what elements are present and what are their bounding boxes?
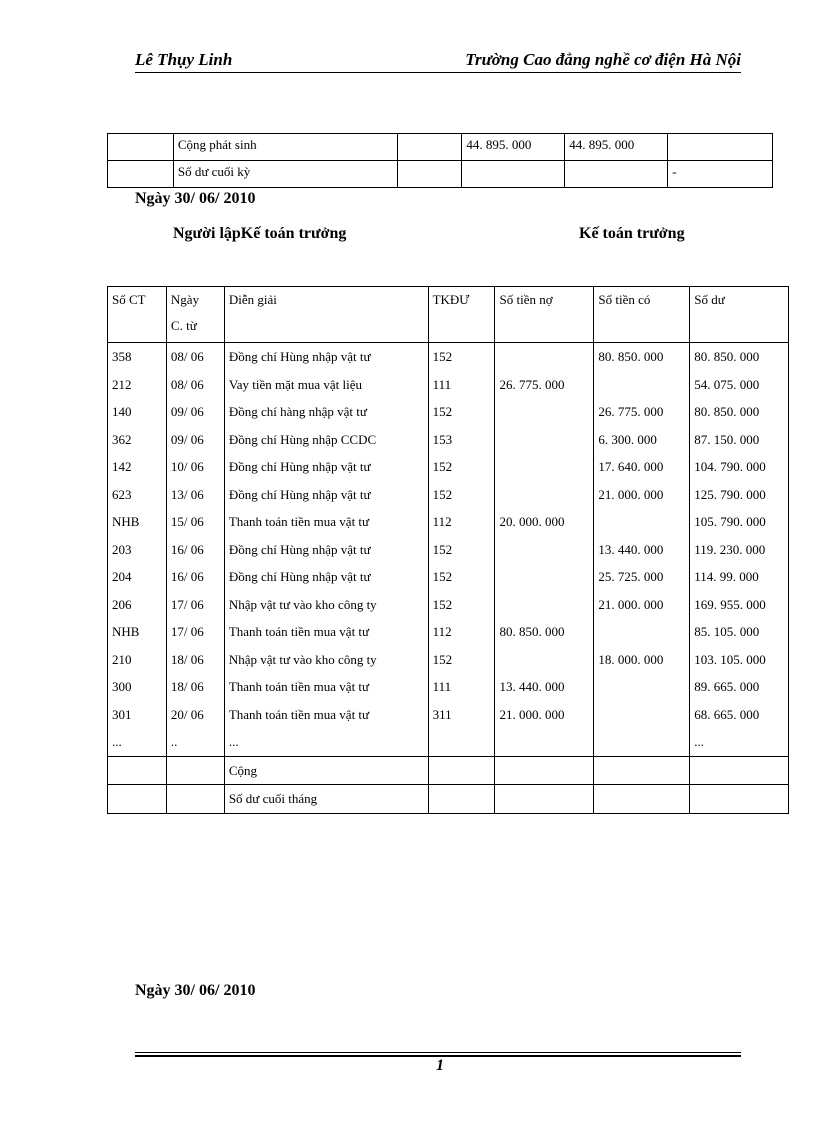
cell-so-tien-no: 21. 000. 000: [495, 701, 594, 729]
cell-tkdu: 152: [428, 343, 495, 371]
cell-so-tien-no: [495, 591, 594, 619]
ledger-row: [108, 728, 789, 756]
cell-so-tien-no: 13. 440. 000: [495, 673, 594, 701]
cell-so-tien-co: 13. 440. 000: [594, 536, 690, 564]
cell-so-du: 125. 790. 000: [690, 481, 789, 509]
cell-ngay: 18/ 06: [166, 646, 224, 674]
ledger-row: [108, 618, 789, 646]
cell-tkdu: 152: [428, 481, 495, 509]
end-balance-label: Số dư cuối tháng: [224, 785, 428, 814]
cell-so-tien-co: [594, 508, 690, 536]
summary-credit: [565, 161, 668, 188]
cell-so-ct: 212: [108, 371, 167, 399]
cell-so-ct: 358: [108, 343, 167, 371]
cell-so-du: 80. 850. 000: [690, 398, 789, 426]
cell-so-ct: 140: [108, 398, 167, 426]
cell-so-tien-co: 26. 775. 000: [594, 398, 690, 426]
cell-dien-giai: Đồng chí Hùng nhập vật tư: [224, 453, 428, 481]
cell-ngay: 16/ 06: [166, 536, 224, 564]
cell-so-du: 68. 665. 000: [690, 701, 789, 729]
cell-ngay: 20/ 06: [166, 701, 224, 729]
cell-so-tien-co: [594, 673, 690, 701]
cell-so-tien-no: [495, 453, 594, 481]
cell-so-du: 105. 790. 000: [690, 508, 789, 536]
col-header-ngay: Ngày C. từ: [166, 287, 224, 343]
header-school: Trường Cao đẳng nghề cơ điện Hà Nội: [465, 50, 741, 69]
summary-table: [107, 133, 773, 188]
summary-debit: [462, 161, 565, 188]
cell-so-ct: 142: [108, 453, 167, 481]
cell-so-tien-no: [495, 398, 594, 426]
cell-so-tien-no: [495, 343, 594, 371]
cell-ngay: 08/ 06: [166, 343, 224, 371]
signature-right: Kế toán trưởng: [579, 225, 685, 242]
cell-tkdu: 152: [428, 646, 495, 674]
cell-so-ct: 210: [108, 646, 167, 674]
cell-so-tien-co: 17. 640. 000: [594, 453, 690, 481]
cell-so-tien-no: [495, 728, 594, 756]
cell-so-tien-co: 18. 000. 000: [594, 646, 690, 674]
cell-dien-giai: Thanh toán tiền mua vật tư: [224, 508, 428, 536]
cell-tkdu: 311: [428, 701, 495, 729]
cell-so-tien-co: [594, 728, 690, 756]
cell-ngay: 15/ 06: [166, 508, 224, 536]
cell-so-ct: 362: [108, 426, 167, 454]
cell-ngay: 13/ 06: [166, 481, 224, 509]
cell-so-ct: 204: [108, 563, 167, 591]
cell-so-tien-no: [495, 426, 594, 454]
cell-so-du: ...: [690, 728, 789, 756]
cell-dien-giai: Đồng chí Hùng nhập vật tư: [224, 481, 428, 509]
page-number: 1: [436, 1057, 444, 1074]
cell-ngay: 17/ 06: [166, 618, 224, 646]
ledger-row: [108, 701, 789, 729]
signature-left: Người lậpKế toán trưởng: [173, 225, 347, 242]
cell-so-du: 103. 105. 000: [690, 646, 789, 674]
cell-so-tien-no: [495, 646, 594, 674]
ledger-row: [108, 563, 789, 591]
ledger-row: [108, 536, 789, 564]
ledger-row: [108, 508, 789, 536]
cell-dien-giai: Nhập vật tư vào kho công ty: [224, 646, 428, 674]
header-rule: [135, 72, 741, 73]
cell-dien-giai: Thanh toán tiền mua vật tư: [224, 673, 428, 701]
cell-so-du: 89. 665. 000: [690, 673, 789, 701]
cell-so-tien-co: [594, 701, 690, 729]
date-line-bottom: Ngày 30/ 06/ 2010: [135, 982, 256, 999]
cell-so-tien-co: 25. 725. 000: [594, 563, 690, 591]
summary-row: [108, 134, 773, 161]
cell-so-tien-no: [495, 563, 594, 591]
cell-tkdu: 112: [428, 618, 495, 646]
cell-so-du: 104. 790. 000: [690, 453, 789, 481]
cell-tkdu: 152: [428, 591, 495, 619]
cell-tkdu: 153: [428, 426, 495, 454]
cell-dien-giai: Vay tiền mặt mua vật liệu: [224, 371, 428, 399]
summary-debit: 44. 895. 000: [462, 134, 565, 161]
cell-so-du: 119. 230. 000: [690, 536, 789, 564]
col-header-so-ct: Số CT: [108, 287, 167, 343]
cell-tkdu: 152: [428, 398, 495, 426]
cell-so-ct: 623: [108, 481, 167, 509]
cell-so-ct: NHB: [108, 508, 167, 536]
ledger-row: [108, 481, 789, 509]
cell-so-du: 85. 105. 000: [690, 618, 789, 646]
col-header-so-du: Số dư: [690, 287, 789, 343]
cell-ngay: 17/ 06: [166, 591, 224, 619]
cell-so-du: 114. 99. 000: [690, 563, 789, 591]
summary-label: Cộng phát sinh: [173, 134, 398, 161]
cell-dien-giai: ...: [224, 728, 428, 756]
cell-dien-giai: Đồng chí Hùng nhập vật tư: [224, 343, 428, 371]
cell-dien-giai: Đồng chí Hùng nhập vật tư: [224, 536, 428, 564]
cell-so-ct: 206: [108, 591, 167, 619]
cell-so-ct: ...: [108, 728, 167, 756]
total-row: [108, 756, 789, 785]
cell-tkdu: 111: [428, 673, 495, 701]
summary-row: [108, 161, 773, 188]
cell-tkdu: 152: [428, 536, 495, 564]
cell-tkdu: [428, 728, 495, 756]
ledger-row: [108, 591, 789, 619]
summary-credit: 44. 895. 000: [565, 134, 668, 161]
cell-tkdu: 112: [428, 508, 495, 536]
footer-rule: [135, 1052, 741, 1053]
ledger-row: [108, 646, 789, 674]
total-label: Cộng: [224, 756, 428, 785]
cell-dien-giai: Thanh toán tiền mua vật tư: [224, 618, 428, 646]
cell-so-tien-co: 21. 000. 000: [594, 481, 690, 509]
end-balance-row: [108, 785, 789, 814]
cell-dien-giai: Đồng chí Hùng nhập CCDC: [224, 426, 428, 454]
cell-so-du: 87. 150. 000: [690, 426, 789, 454]
cell-so-tien-co: 21. 000. 000: [594, 591, 690, 619]
cell-tkdu: 111: [428, 371, 495, 399]
cell-ngay: 18/ 06: [166, 673, 224, 701]
cell-so-tien-no: 20. 000. 000: [495, 508, 594, 536]
cell-ngay: ..: [166, 728, 224, 756]
cell-so-tien-no: 80. 850. 000: [495, 618, 594, 646]
col-header-so-tien-co: Số tiền có: [594, 287, 690, 343]
cell-ngay: 09/ 06: [166, 426, 224, 454]
ledger-row: [108, 453, 789, 481]
cell-ngay: 08/ 06: [166, 371, 224, 399]
summary-balance: -: [668, 161, 773, 188]
cell-so-tien-co: 80. 850. 000: [594, 343, 690, 371]
cell-dien-giai: Nhập vật tư vào kho công ty: [224, 591, 428, 619]
cell-ngay: 09/ 06: [166, 398, 224, 426]
cell-so-tien-no: [495, 481, 594, 509]
ledger-row: [108, 426, 789, 454]
ledger-table: [107, 286, 789, 814]
ledger-row: [108, 343, 789, 371]
cell-so-ct: 301: [108, 701, 167, 729]
summary-balance: [668, 134, 773, 161]
cell-so-tien-no: [495, 536, 594, 564]
ledger-row: [108, 371, 789, 399]
cell-so-du: 80. 850. 000: [690, 343, 789, 371]
cell-ngay: 10/ 06: [166, 453, 224, 481]
cell-so-ct: 300: [108, 673, 167, 701]
cell-so-du: 54. 075. 000: [690, 371, 789, 399]
cell-ngay: 16/ 06: [166, 563, 224, 591]
cell-tkdu: 152: [428, 563, 495, 591]
col-header-dien-giai: Diễn giải: [224, 287, 428, 343]
cell-so-tien-no: 26. 775. 000: [495, 371, 594, 399]
col-header-so-tien-no: Số tiền nợ: [495, 287, 594, 343]
ledger-header-row: [108, 287, 789, 343]
col-header-tkdu: TKĐƯ: [428, 287, 495, 343]
date-line: Ngày 30/ 06/ 2010: [135, 190, 256, 207]
summary-label: Số dư cuối kỳ: [173, 161, 398, 188]
cell-tkdu: 152: [428, 453, 495, 481]
ledger-row: [108, 398, 789, 426]
cell-dien-giai: Đồng chí hàng nhập vật tư: [224, 398, 428, 426]
cell-so-tien-co: [594, 618, 690, 646]
cell-dien-giai: Thanh toán tiền mua vật tư: [224, 701, 428, 729]
ledger-row: [108, 673, 789, 701]
cell-so-tien-co: 6. 300. 000: [594, 426, 690, 454]
cell-so-du: 169. 955. 000: [690, 591, 789, 619]
cell-so-ct: 203: [108, 536, 167, 564]
header-author: Lê Thụy Linh: [135, 50, 233, 69]
cell-so-ct: NHB: [108, 618, 167, 646]
cell-dien-giai: Đồng chí Hùng nhập vật tư: [224, 563, 428, 591]
cell-so-tien-co: [594, 371, 690, 399]
